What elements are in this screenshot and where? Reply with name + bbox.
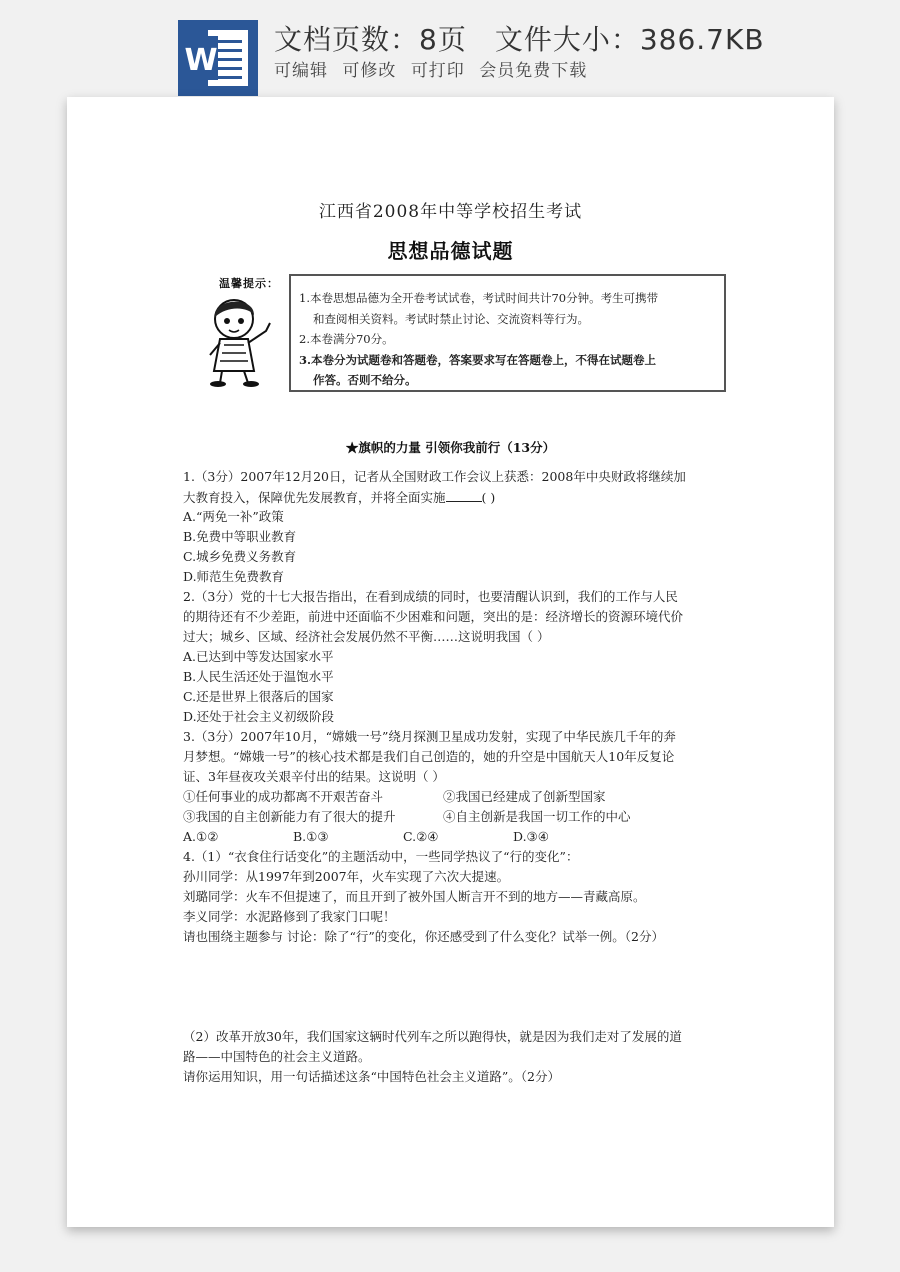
feature-editable: 可编辑 [274,61,328,81]
feature-modifiable: 可修改 [342,61,397,81]
question-text: 请也围绕主题参与 讨论：除了“行”的变化，你还感受到了什么变化？试举一例。（2分） [183,929,664,944]
question-text: 请你运用知识，用一句话描述这条“中国特色社会主义道路”。（2分） [183,1069,560,1084]
feature-member-download[interactable]: 会员免费下载 [479,61,588,81]
question-text: 的期待还有不少差距，前进中还面临不少困难和问题，突出的是：经济增长的资源环境代价 [183,609,684,624]
choice: B.①③ [293,829,329,844]
statement-row [183,807,723,827]
question-text: 大教育投入，保障优先发展教育，并将全面实施 ( ) [183,487,723,507]
document-banner [0,0,900,100]
question-text: 月梦想。“嫦娥一号”的核心技术都是我们自己创造的，她的升空是中国航天人10年反复论 [183,749,675,764]
section-heading: ★旗帜的力量 引领你我前行（13分） [345,440,556,455]
feature-list [274,56,595,81]
cartoon-girl-illustration [204,293,278,389]
notice-line: 1.本卷思想品德为全开卷考试试卷，考试时间共计70分钟。考生可携带 [299,291,659,305]
choice: D.③④ [513,829,549,844]
option: A.已达到中等发达国家水平 [183,649,334,664]
option: D.师范生免费教育 [183,569,285,584]
choice-row [183,827,723,847]
page-count: 文档页数：8页 [274,23,467,56]
choice: A.①② [183,829,219,844]
file-size: 文件大小：386.7KB [494,23,765,56]
notice-line: 2.本卷满分70分。 [299,332,394,346]
question-text: 4.（1）“衣食住行话变化”的主题活动中，一些同学热议了“行的变化”： [183,849,579,864]
statement: ①任何事业的成功都离不开艰苦奋斗 [183,789,384,804]
option: B.人民生活还处于温饱水平 [183,669,334,684]
statement-row [183,787,723,807]
question-text: 李义同学：水泥路修到了我家门口呢！ [183,909,396,924]
option: C.城乡免费义务教育 [183,549,297,564]
question-text: 1.（3分）2007年12月20日，记者从全国财政工作会议上获悉：2008年中央财政将继续加 [183,469,686,484]
statement: ③我国的自主创新能力有了很大的提升 [183,809,396,824]
answer-blank [446,487,482,502]
answer-space [183,947,723,987]
questions [183,467,723,1087]
option: D.还处于社会主义初级阶段 [183,709,335,724]
question-text: 刘璐同学：火车不但提速了，而且开到了被外国人断言开不到的地方——青藏高原。 [183,889,646,904]
exam-title: 江西省2008年中等学校招生考试 [318,202,583,222]
doc-stats [274,18,765,58]
notice-line: 3.本卷分为试题卷和答题卷，答案要求写在答题卷上，不得在试题卷上 [299,352,657,367]
tips-label: 温馨提示： [219,277,279,290]
option: A.“两免一补”政策 [183,509,284,524]
question-text: 证、3年昼夜攻关艰辛付出的结果。这说明（ ） [183,769,445,784]
option: B.免费中等职业教育 [183,529,297,544]
document-page [67,97,834,1227]
question-text: 过大；城乡、区域、经济社会发展仍然不平衡……这说明我国（ ） [183,629,550,644]
exam-notice-box [289,274,726,392]
statement: ②我国已经建成了创新型国家 [443,789,606,804]
notice-line: 和查阅相关资料。考试时禁止讨论、交流资料等行为。 [313,311,589,326]
exam-subject: 思想品德试题 [387,239,514,263]
choice: C.②④ [403,829,439,844]
notice-line: 作答。否则不给分。 [313,373,417,387]
question-text: 路——中国特色的社会主义道路。 [183,1049,371,1064]
question-text: 3.（3分）2007年10月，“嫦娥一号”绕月探测卫星成功发射，实现了中华民族几千年的奔 [183,729,676,744]
question-text: 2.（3分）党的十七大报告指出，在看到成绩的同时，也要清醒认识到，我们的工作与人民 [183,589,678,604]
question-text: （2）改革开放30年，我们国家这辆时代列车之所以跑得快，就是因为我们走对了发展的道 [183,1029,682,1044]
word-icon-letter: W [184,43,218,78]
question-text: 孙川同学：从1997年到2007年，火车实现了六次大提速。 [183,869,510,884]
word-document-icon [178,20,258,96]
feature-printable: 可打印 [410,61,465,81]
statement: ④自主创新是我国一切工作的中心 [443,809,631,824]
option: C.还是世界上很落后的国家 [183,689,334,704]
answer-space [183,987,723,1027]
